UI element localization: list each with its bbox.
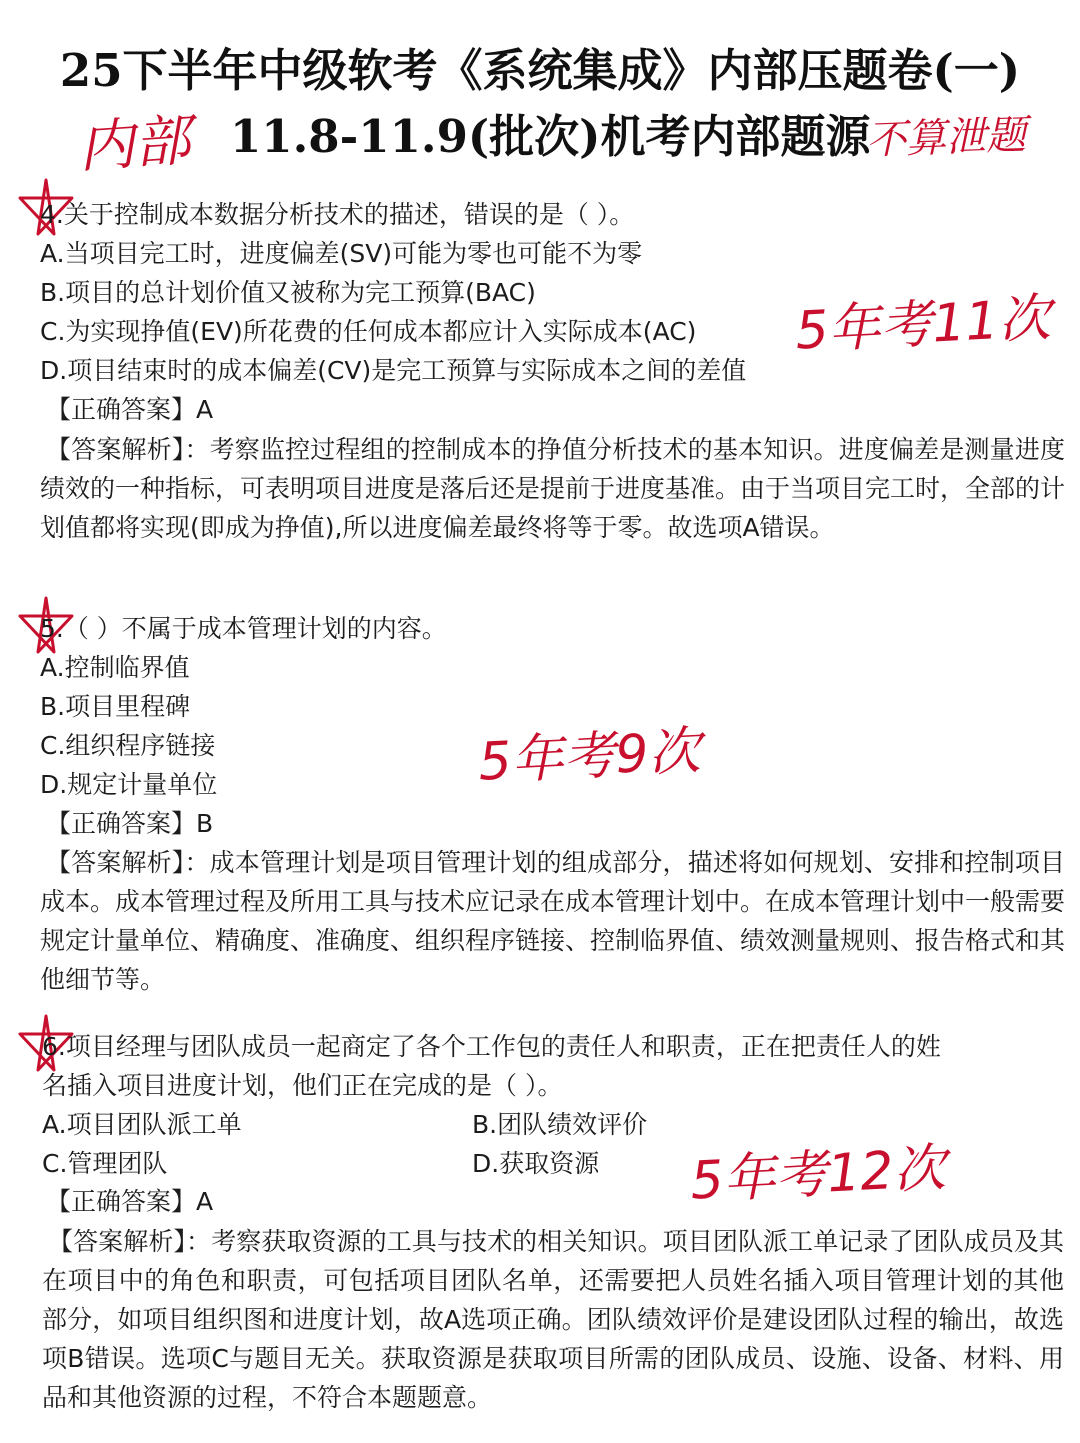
question-5-option-c: C.组织程序链接 xyxy=(40,731,216,760)
handwritten-note-q4: 5年考11次 xyxy=(793,288,1052,362)
question-5-option-d: D.规定计量单位 xyxy=(40,770,218,799)
page-subtitle: 11.8-11.9(批次)机考内部题源 xyxy=(230,110,871,163)
handwritten-note-q5: 5年考9次 xyxy=(476,721,702,793)
question-5-option-a: A.控制临界值 xyxy=(40,653,190,682)
question-4-option-c: C.为实现挣值(EV)所花费的任何成本都应计入实际成本(AC) xyxy=(40,317,697,346)
question-4-option-d: D.项目结束时的成本偏差(CV)是完工预算与实际成本之间的差值 xyxy=(40,356,747,385)
question-4-option-a: A.当项目完工时，进度偏差(SV)可能为零也可能不为零 xyxy=(40,239,643,268)
question-5-answer: 【正确答案】B xyxy=(46,809,214,838)
question-6-answer: 【正确答案】A xyxy=(46,1187,214,1216)
question-6-stem-line2: 名插入项目进度计划，他们正在完成的是（ ）。 xyxy=(42,1071,563,1100)
question-5-option-b: B.项目里程碑 xyxy=(40,692,191,721)
question-6-option-a: A.项目团队派工单 xyxy=(42,1110,242,1139)
question-5-stem: 5.（ ）不属于成本管理计划的内容。 xyxy=(40,614,447,643)
page-title: 25下半年中级软考《系统集成》内部压题卷(一) xyxy=(59,44,1021,97)
question-6-stem-line1: 6.项目经理与团队成员一起商定了各个工作包的责任人和职责，正在把责任人的姓 xyxy=(42,1032,941,1061)
question-6-analysis: 【答案解析】：考察获取资源的工具与技术的相关知识。项目团队派工单记录了团队成员及其在项目中的角色和职责，可包括项目团队名单，还需要把人员姓名插入项目管理计划的其他部分，如项目组织图和进度计划，故A选项正确。团队绩效评价是建设团队过程的输出，故选项B错误。选项C与题目无关。获取资源是获取项目所需的团队成员、设施、设备、材料、用品和其他资源的过程，不符合本题题意。 xyxy=(42,1227,1064,1412)
question-6-option-b: B.团队绩效评价 xyxy=(472,1110,648,1139)
question-5-analysis: 【答案解析】：成本管理计划是项目管理计划的组成部分，描述将如何规划、安排和控制项目成本。成本管理过程及所用工具与技术应记录在成本管理计划中。在成本管理计划中一般需要规定计量单位、精确度、准确度、组织程序链接、控制临界值、绩效测量规则、报告格式和其他细节等。 xyxy=(40,848,1066,994)
handwritten-note-neibu: 内部 xyxy=(76,108,193,181)
question-6-option-c: C.管理团队 xyxy=(42,1149,168,1178)
question-4-analysis: 【答案解析】：考察监控过程组的控制成本的挣值分析技术的基本知识。进度偏差是测量进度绩效的一种指标，可表明项目进度是落后还是提前于进度基准。由于当项目完工时，全部的计划值都将实现(即成为挣值),所以进度偏差最终将等于零。故选项A错误。 xyxy=(40,435,1066,542)
question-4-answer: 【正确答案】A xyxy=(46,395,214,424)
handwritten-note-q6: 5年考12次 xyxy=(688,1138,947,1212)
handwritten-note-busuan: 不算泄题 xyxy=(865,112,1027,164)
question-4-option-b: B.项目的总计划价值又被称为完工预算(BAC) xyxy=(40,278,536,307)
question-4-stem: 4.关于控制成本数据分析技术的描述，错误的是（ ）。 xyxy=(40,200,635,229)
question-6-option-d: D.获取资源 xyxy=(472,1149,600,1178)
